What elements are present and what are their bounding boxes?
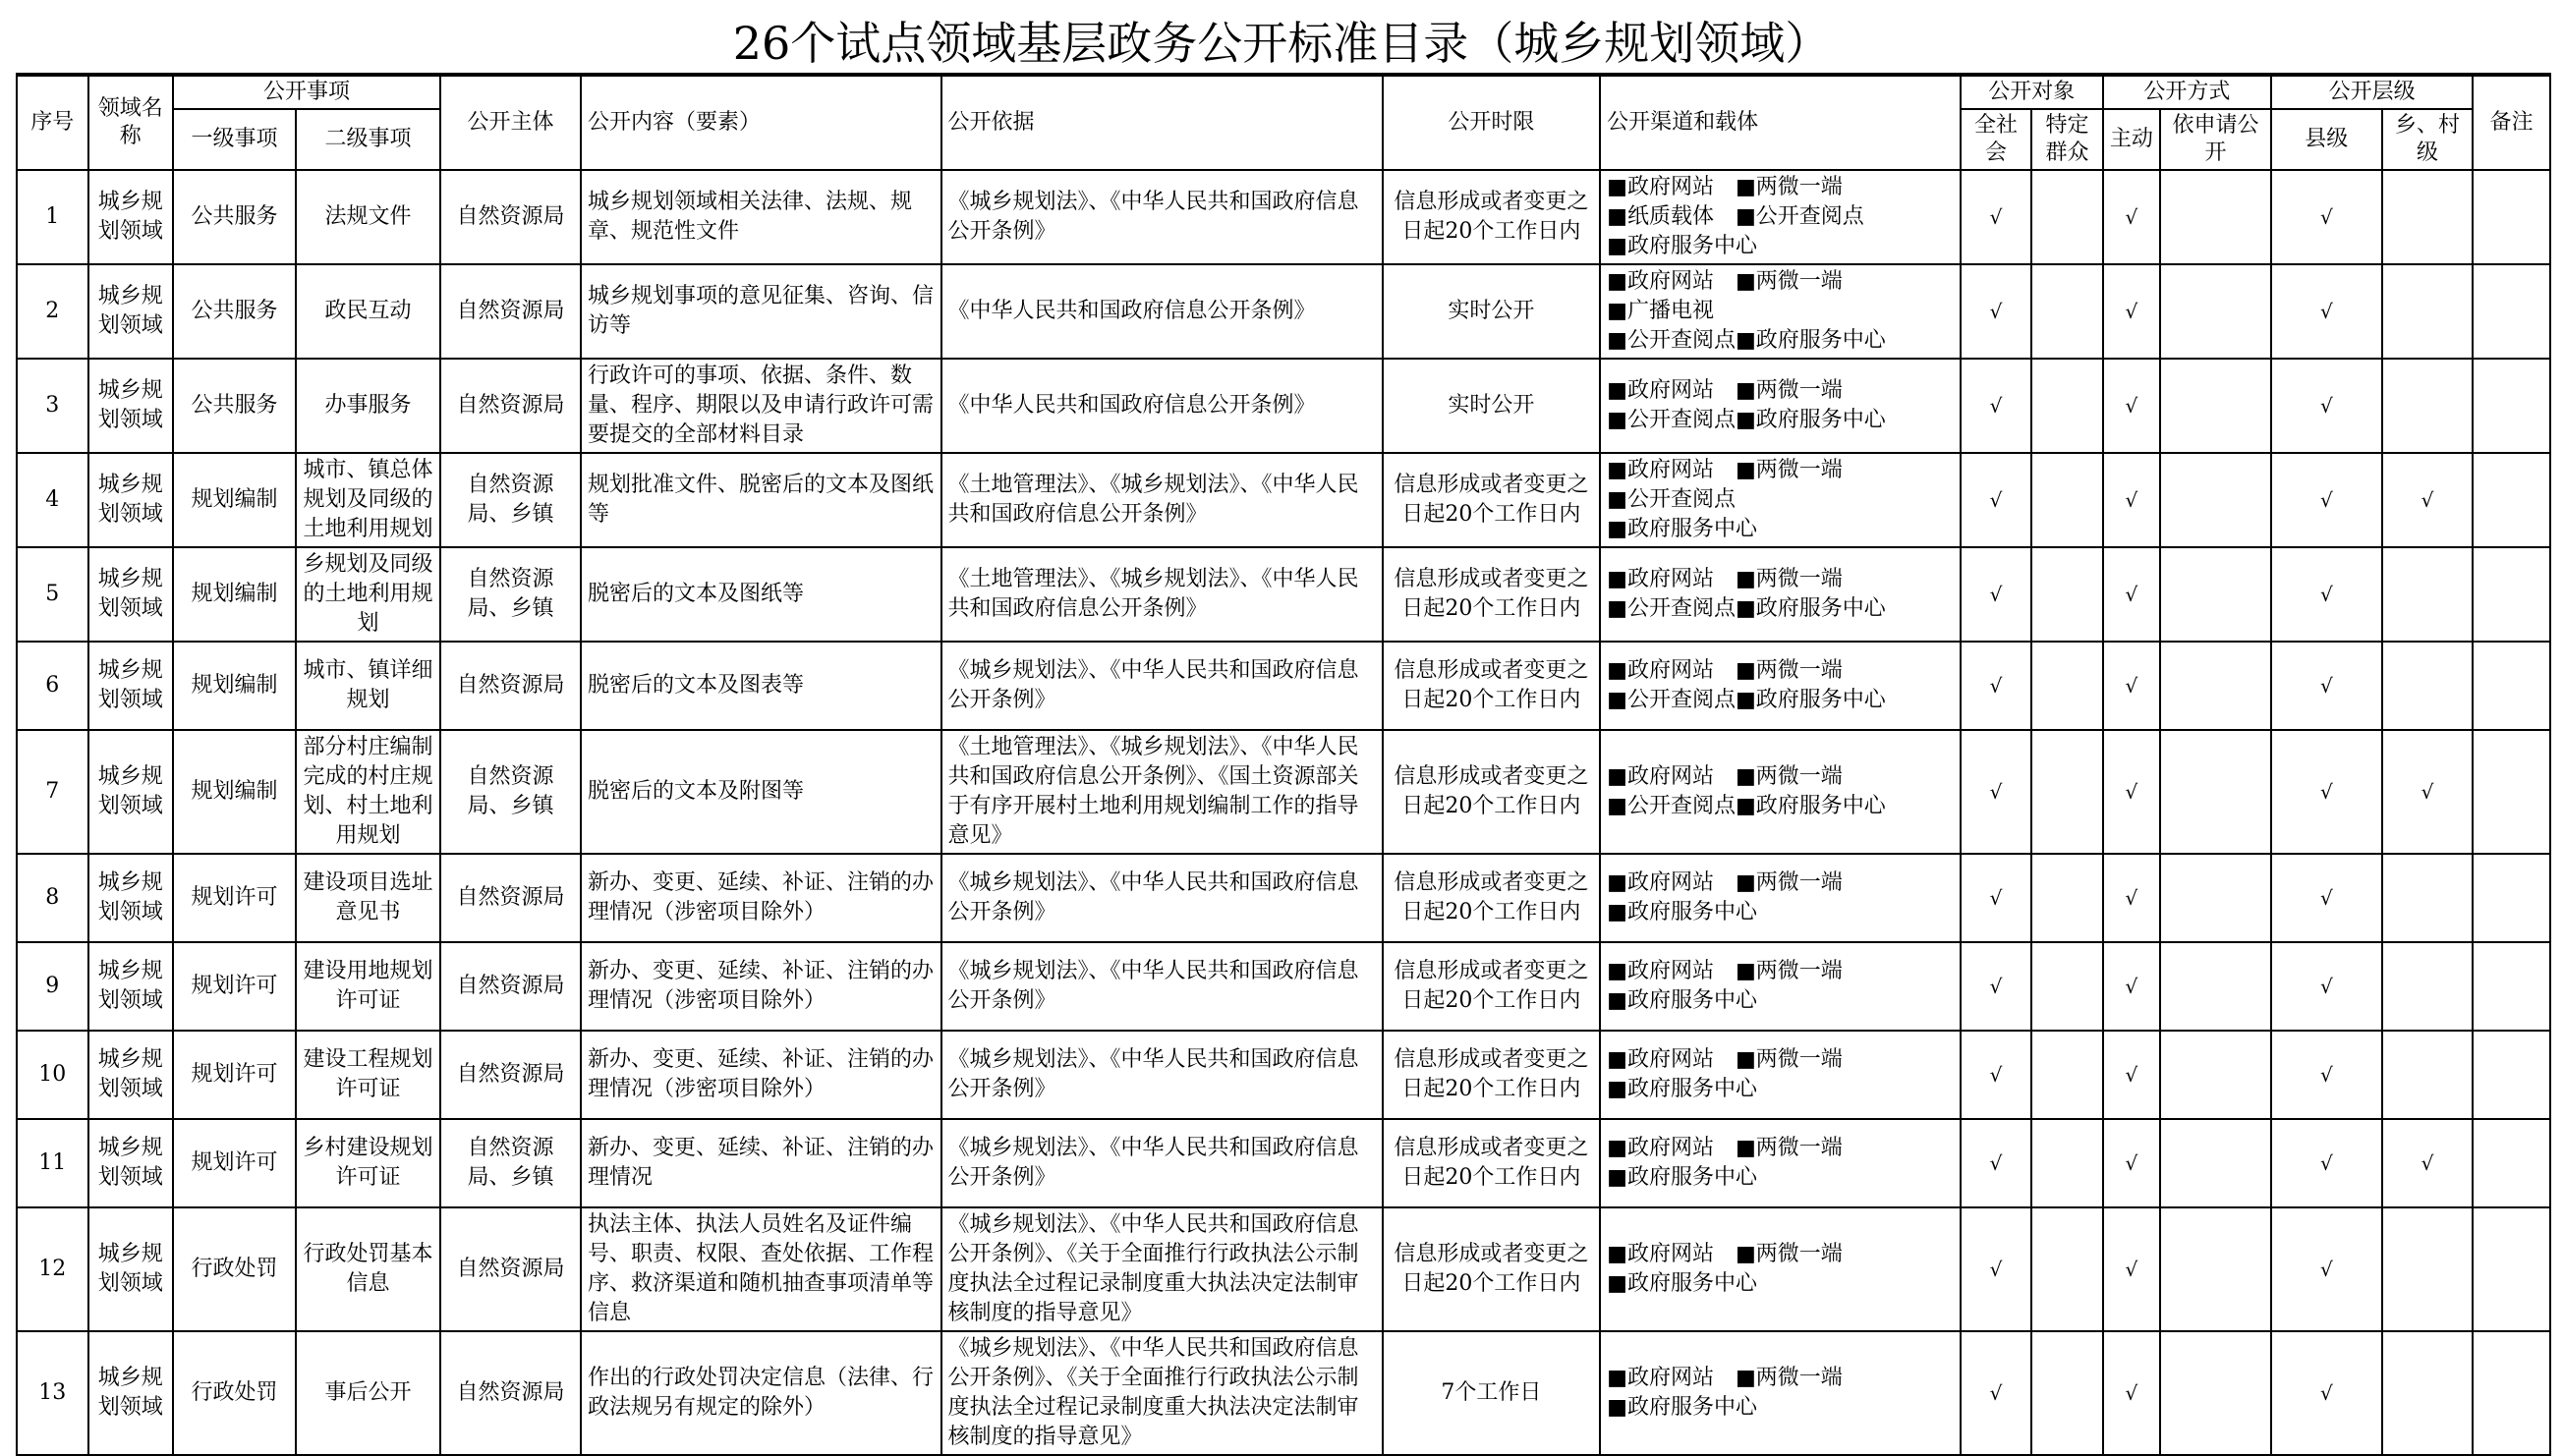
cell-content: 作出的行政处罚决定信息（法律、行政法规另有规定的除外） xyxy=(581,1331,941,1455)
cell-level-town xyxy=(2382,359,2474,453)
cell-subject: 自然资源局 xyxy=(440,1207,581,1331)
cell-content: 行政许可的事项、依据、条件、数量、程序、期限以及申请行政许可需要提交的全部材料目录 xyxy=(581,359,941,453)
table-row xyxy=(17,642,2550,730)
cell-time: 信息形成或者变更之日起20个工作日内 xyxy=(1383,642,1601,730)
cell-seq: 2 xyxy=(17,264,88,359)
cell-channel: ■政府网站 ■两微一端 ■公开查阅点 ■政府服务中心 xyxy=(1600,453,1961,547)
cell-level1: 规划编制 xyxy=(173,642,296,730)
cell-basis: 《城乡规划法》、《中华人民共和国政府信息公开条例》 xyxy=(941,1031,1383,1119)
header-subject: 公开主体 xyxy=(440,76,581,170)
cell-content: 城乡规划领域相关法律、法规、规章、规范性文件 xyxy=(581,170,941,264)
cell-level-town xyxy=(2382,1207,2474,1331)
cell-content: 新办、变更、延续、补证、注销的办理情况 xyxy=(581,1119,941,1207)
cell-method-active: √ xyxy=(2103,547,2160,642)
cell-level2: 事后公开 xyxy=(296,1331,440,1455)
cell-basis: 《城乡规划法》、《中华人民共和国政府信息公开条例》 xyxy=(941,170,1383,264)
cell-level-county: √ xyxy=(2271,730,2382,854)
cell-level-county: √ xyxy=(2271,359,2382,453)
cell-method-request xyxy=(2160,453,2271,547)
cell-level-county: √ xyxy=(2271,170,2382,264)
cell-level2: 乡村建设规划许可证 xyxy=(296,1119,440,1207)
cell-target-specific xyxy=(2031,453,2103,547)
header-time: 公开时限 xyxy=(1383,76,1601,170)
cell-target-specific xyxy=(2031,547,2103,642)
cell-channel: ■政府网站 ■两微一端 ■纸质载体 ■公开查阅点 ■政府服务中心 xyxy=(1600,170,1961,264)
cell-method-request xyxy=(2160,1031,2271,1119)
cell-method-request xyxy=(2160,359,2271,453)
cell-time: 信息形成或者变更之日起20个工作日内 xyxy=(1383,854,1601,942)
table-row xyxy=(17,547,2550,642)
cell-target-all: √ xyxy=(1961,1119,2032,1207)
cell-basis: 《城乡规划法》、《中华人民共和国政府信息公开条例》 xyxy=(941,1119,1383,1207)
cell-seq: 6 xyxy=(17,642,88,730)
cell-method-request xyxy=(2160,547,2271,642)
cell-basis: 《城乡规划法》、《中华人民共和国政府信息公开条例》 xyxy=(941,942,1383,1031)
cell-channel: ■政府网站 ■两微一端 ■政府服务中心 xyxy=(1600,1331,1961,1455)
cell-seq: 8 xyxy=(17,854,88,942)
cell-level-county: √ xyxy=(2271,642,2382,730)
cell-level-town xyxy=(2382,170,2474,264)
cell-seq: 4 xyxy=(17,453,88,547)
cell-domain: 城乡规划领域 xyxy=(88,854,174,942)
cell-target-all: √ xyxy=(1961,854,2032,942)
cell-target-all: √ xyxy=(1961,453,2032,547)
cell-time: 信息形成或者变更之日起20个工作日内 xyxy=(1383,170,1601,264)
cell-method-active: √ xyxy=(2103,730,2160,854)
header-method: 公开方式 xyxy=(2103,76,2271,109)
cell-subject: 自然资源局 xyxy=(440,170,581,264)
cell-content: 脱密后的文本及图表等 xyxy=(581,642,941,730)
cell-method-active: √ xyxy=(2103,264,2160,359)
cell-basis: 《城乡规划法》、《中华人民共和国政府信息公开条例》、《关于全面推行行政执法公示制度执法全过程记录制度重大执法决定法制审核制度的指导意见》 xyxy=(941,1207,1383,1331)
header-channel: 公开渠道和载体 xyxy=(1600,76,1961,170)
table-row xyxy=(17,854,2550,942)
cell-method-request xyxy=(2160,264,2271,359)
table-row xyxy=(17,170,2550,264)
cell-level2: 城市、镇详细规划 xyxy=(296,642,440,730)
header-method-active: 主动 xyxy=(2103,109,2160,170)
cell-level-town xyxy=(2382,854,2474,942)
header-level2: 二级事项 xyxy=(296,109,440,170)
cell-time: 信息形成或者变更之日起20个工作日内 xyxy=(1383,1207,1601,1331)
cell-level-town: √ xyxy=(2382,730,2474,854)
cell-seq: 12 xyxy=(17,1207,88,1331)
cell-content: 规划批准文件、脱密后的文本及图纸等 xyxy=(581,453,941,547)
cell-method-active: √ xyxy=(2103,854,2160,942)
cell-level1: 规划许可 xyxy=(173,854,296,942)
cell-method-active: √ xyxy=(2103,170,2160,264)
cell-method-active: √ xyxy=(2103,942,2160,1031)
table-row xyxy=(17,1119,2550,1207)
cell-remark xyxy=(2473,642,2550,730)
cell-basis: 《中华人民共和国政府信息公开条例》 xyxy=(941,264,1383,359)
page-title: 26个试点领域基层政务公开标准目录（城乡规划领域） xyxy=(732,17,1831,70)
cell-level-county: √ xyxy=(2271,1031,2382,1119)
cell-domain: 城乡规划领域 xyxy=(88,264,174,359)
cell-level-county: √ xyxy=(2271,1331,2382,1455)
cell-level-town xyxy=(2382,942,2474,1031)
table-row xyxy=(17,264,2550,359)
cell-method-request xyxy=(2160,1119,2271,1207)
header-level1: 一级事项 xyxy=(173,109,296,170)
cell-remark xyxy=(2473,1031,2550,1119)
cell-remark xyxy=(2473,1119,2550,1207)
cell-content: 脱密后的文本及附图等 xyxy=(581,730,941,854)
cell-method-request xyxy=(2160,730,2271,854)
cell-level-town: √ xyxy=(2382,453,2474,547)
cell-target-all: √ xyxy=(1961,170,2032,264)
cell-content: 脱密后的文本及图纸等 xyxy=(581,547,941,642)
cell-subject: 自然资源局 xyxy=(440,359,581,453)
table-row xyxy=(17,730,2550,854)
header-items: 公开事项 xyxy=(173,76,440,109)
cell-channel: ■政府网站 ■两微一端 ■公开查阅点■政府服务中心 xyxy=(1600,359,1961,453)
cell-method-active: √ xyxy=(2103,1331,2160,1455)
cell-channel: ■政府网站 ■两微一端 ■广播电视 ■公开查阅点■政府服务中心 xyxy=(1600,264,1961,359)
cell-level2: 城市、镇总体规划及同级的土地利用规划 xyxy=(296,453,440,547)
cell-basis: 《土地管理法》、《城乡规划法》、《中华人民共和国政府信息公开条例》、《国土资源部关于有序开展村土地利用规划编制工作的指导意见》 xyxy=(941,730,1383,854)
cell-method-request xyxy=(2160,1207,2271,1331)
cell-level1: 规划编制 xyxy=(173,547,296,642)
header-level-town: 乡、村级 xyxy=(2382,109,2474,170)
header-content: 公开内容（要素） xyxy=(581,76,941,170)
cell-domain: 城乡规划领域 xyxy=(88,453,174,547)
cell-target-specific xyxy=(2031,170,2103,264)
cell-subject: 自然资源局 xyxy=(440,1331,581,1455)
cell-channel: ■政府网站 ■两微一端 ■政府服务中心 xyxy=(1600,1031,1961,1119)
cell-channel: ■政府网站 ■两微一端 ■公开查阅点■政府服务中心 xyxy=(1600,642,1961,730)
catalog-table xyxy=(16,75,2551,1456)
cell-target-all: √ xyxy=(1961,642,2032,730)
cell-time: 信息形成或者变更之日起20个工作日内 xyxy=(1383,1119,1601,1207)
cell-method-active: √ xyxy=(2103,642,2160,730)
cell-remark xyxy=(2473,1207,2550,1331)
cell-remark xyxy=(2473,359,2550,453)
cell-seq: 10 xyxy=(17,1031,88,1119)
cell-target-specific xyxy=(2031,264,2103,359)
cell-level-county: √ xyxy=(2271,1119,2382,1207)
cell-target-specific xyxy=(2031,642,2103,730)
cell-remark xyxy=(2473,942,2550,1031)
cell-seq: 1 xyxy=(17,170,88,264)
cell-level1: 行政处罚 xyxy=(173,1207,296,1331)
cell-level1: 规划编制 xyxy=(173,730,296,854)
cell-remark xyxy=(2473,170,2550,264)
header-level: 公开层级 xyxy=(2271,76,2473,109)
cell-target-specific xyxy=(2031,942,2103,1031)
cell-target-all: √ xyxy=(1961,1031,2032,1119)
cell-content: 新办、变更、延续、补证、注销的办理情况（涉密项目除外） xyxy=(581,1031,941,1119)
cell-target-specific xyxy=(2031,1331,2103,1455)
cell-level1: 规划许可 xyxy=(173,942,296,1031)
cell-level2: 政民互动 xyxy=(296,264,440,359)
cell-method-active: √ xyxy=(2103,1031,2160,1119)
cell-target-all: √ xyxy=(1961,730,2032,854)
cell-seq: 5 xyxy=(17,547,88,642)
cell-level2: 乡规划及同级的土地利用规划 xyxy=(296,547,440,642)
cell-domain: 城乡规划领域 xyxy=(88,1331,174,1455)
cell-level-county: √ xyxy=(2271,547,2382,642)
table-row xyxy=(17,942,2550,1031)
cell-domain: 城乡规划领域 xyxy=(88,1207,174,1331)
table-body xyxy=(17,170,2550,1455)
cell-content: 新办、变更、延续、补证、注销的办理情况（涉密项目除外） xyxy=(581,854,941,942)
cell-target-specific xyxy=(2031,730,2103,854)
cell-time: 信息形成或者变更之日起20个工作日内 xyxy=(1383,547,1601,642)
cell-time: 信息形成或者变更之日起20个工作日内 xyxy=(1383,942,1601,1031)
cell-level2: 法规文件 xyxy=(296,170,440,264)
cell-level1: 公共服务 xyxy=(173,264,296,359)
cell-channel: ■政府网站 ■两微一端 ■政府服务中心 xyxy=(1600,1207,1961,1331)
cell-level-county: √ xyxy=(2271,1207,2382,1331)
cell-subject: 自然资源局 xyxy=(440,264,581,359)
cell-target-all: √ xyxy=(1961,359,2032,453)
header-remark: 备注 xyxy=(2473,76,2550,170)
cell-time: 信息形成或者变更之日起20个工作日内 xyxy=(1383,1031,1601,1119)
table-row xyxy=(17,453,2550,547)
cell-seq: 13 xyxy=(17,1331,88,1455)
header-target-specific: 特定群众 xyxy=(2031,109,2103,170)
cell-subject: 自然资源局、乡镇 xyxy=(440,547,581,642)
cell-level-town xyxy=(2382,642,2474,730)
cell-method-request xyxy=(2160,854,2271,942)
cell-method-request xyxy=(2160,170,2271,264)
cell-subject: 自然资源局 xyxy=(440,1031,581,1119)
header-basis: 公开依据 xyxy=(941,76,1383,170)
cell-method-active: √ xyxy=(2103,453,2160,547)
cell-target-all: √ xyxy=(1961,1331,2032,1455)
cell-level-town xyxy=(2382,264,2474,359)
table-row xyxy=(17,1331,2550,1455)
cell-level-county: √ xyxy=(2271,854,2382,942)
table-row xyxy=(17,359,2550,453)
header-method-request: 依申请公开 xyxy=(2160,109,2271,170)
cell-content: 城乡规划事项的意见征集、咨询、信访等 xyxy=(581,264,941,359)
cell-method-active: √ xyxy=(2103,1119,2160,1207)
cell-domain: 城乡规划领域 xyxy=(88,547,174,642)
header-target-all: 全社会 xyxy=(1961,109,2032,170)
cell-method-active: √ xyxy=(2103,359,2160,453)
cell-target-specific xyxy=(2031,1207,2103,1331)
cell-level2: 建设用地规划许可证 xyxy=(296,942,440,1031)
cell-basis: 《土地管理法》、《城乡规划法》、《中华人民共和国政府信息公开条例》 xyxy=(941,547,1383,642)
cell-seq: 7 xyxy=(17,730,88,854)
cell-level-town xyxy=(2382,1031,2474,1119)
cell-seq: 3 xyxy=(17,359,88,453)
cell-level2: 办事服务 xyxy=(296,359,440,453)
cell-target-all: √ xyxy=(1961,942,2032,1031)
cell-level1: 规划许可 xyxy=(173,1119,296,1207)
cell-level1: 规划编制 xyxy=(173,453,296,547)
cell-content: 新办、变更、延续、补证、注销的办理情况（涉密项目除外） xyxy=(581,942,941,1031)
cell-level2: 建设项目选址意见书 xyxy=(296,854,440,942)
cell-level2: 行政处罚基本信息 xyxy=(296,1207,440,1331)
cell-remark xyxy=(2473,854,2550,942)
cell-subject: 自然资源局、乡镇 xyxy=(440,453,581,547)
cell-domain: 城乡规划领域 xyxy=(88,1031,174,1119)
cell-target-all: √ xyxy=(1961,1207,2032,1331)
header-seq: 序号 xyxy=(17,76,88,170)
cell-basis: 《城乡规划法》、《中华人民共和国政府信息公开条例》 xyxy=(941,854,1383,942)
cell-basis: 《中华人民共和国政府信息公开条例》 xyxy=(941,359,1383,453)
cell-channel: ■政府网站 ■两微一端 ■政府服务中心 xyxy=(1600,1119,1961,1207)
cell-subject: 自然资源局 xyxy=(440,854,581,942)
header-target: 公开对象 xyxy=(1961,76,2103,109)
cell-level1: 行政处罚 xyxy=(173,1331,296,1455)
cell-domain: 城乡规划领域 xyxy=(88,1119,174,1207)
cell-subject: 自然资源局 xyxy=(440,642,581,730)
cell-level-county: √ xyxy=(2271,264,2382,359)
cell-level2: 部分村庄编制完成的村庄规划、村土地利用规划 xyxy=(296,730,440,854)
cell-level1: 规划许可 xyxy=(173,1031,296,1119)
cell-level1: 公共服务 xyxy=(173,170,296,264)
cell-remark xyxy=(2473,1331,2550,1455)
cell-target-specific xyxy=(2031,1119,2103,1207)
cell-target-all: √ xyxy=(1961,547,2032,642)
cell-level-town xyxy=(2382,547,2474,642)
cell-domain: 城乡规划领域 xyxy=(88,642,174,730)
cell-domain: 城乡规划领域 xyxy=(88,730,174,854)
cell-basis: 《城乡规划法》、《中华人民共和国政府信息公开条例》 xyxy=(941,642,1383,730)
cell-level1: 公共服务 xyxy=(173,359,296,453)
cell-level-county: √ xyxy=(2271,942,2382,1031)
table-header xyxy=(17,76,2550,170)
cell-channel: ■政府网站 ■两微一端 ■政府服务中心 xyxy=(1600,942,1961,1031)
header-domain: 领域名称 xyxy=(88,76,174,170)
header-level-county: 县级 xyxy=(2271,109,2382,170)
cell-method-request xyxy=(2160,942,2271,1031)
table-row xyxy=(17,1031,2550,1119)
cell-channel: ■政府网站 ■两微一端 ■公开查阅点■政府服务中心 xyxy=(1600,730,1961,854)
cell-time: 信息形成或者变更之日起20个工作日内 xyxy=(1383,730,1601,854)
cell-basis: 《土地管理法》、《城乡规划法》、《中华人民共和国政府信息公开条例》 xyxy=(941,453,1383,547)
cell-level-town: √ xyxy=(2382,1119,2474,1207)
cell-method-request xyxy=(2160,1331,2271,1455)
cell-remark xyxy=(2473,264,2550,359)
cell-channel: ■政府网站 ■两微一端 ■政府服务中心 xyxy=(1600,854,1961,942)
cell-method-active: √ xyxy=(2103,1207,2160,1331)
cell-time: 实时公开 xyxy=(1383,359,1601,453)
cell-target-all: √ xyxy=(1961,264,2032,359)
cell-remark xyxy=(2473,547,2550,642)
cell-target-specific xyxy=(2031,359,2103,453)
cell-content: 执法主体、执法人员姓名及证件编号、职责、权限、查处依据、工作程序、救济渠道和随机抽查事项清单等信息 xyxy=(581,1207,941,1331)
cell-domain: 城乡规划领域 xyxy=(88,359,174,453)
cell-time: 7个工作日 xyxy=(1383,1331,1601,1455)
cell-method-request xyxy=(2160,642,2271,730)
cell-target-specific xyxy=(2031,1031,2103,1119)
cell-basis: 《城乡规划法》、《中华人民共和国政府信息公开条例》、《关于全面推行行政执法公示制度执法全过程记录制度重大执法决定法制审核制度的指导意见》 xyxy=(941,1331,1383,1455)
cell-channel: ■政府网站 ■两微一端 ■公开查阅点■政府服务中心 xyxy=(1600,547,1961,642)
cell-remark xyxy=(2473,453,2550,547)
cell-time: 信息形成或者变更之日起20个工作日内 xyxy=(1383,453,1601,547)
cell-subject: 自然资源局 xyxy=(440,942,581,1031)
table-row xyxy=(17,1207,2550,1331)
cell-time: 实时公开 xyxy=(1383,264,1601,359)
cell-target-specific xyxy=(2031,854,2103,942)
cell-remark xyxy=(2473,730,2550,854)
cell-domain: 城乡规划领域 xyxy=(88,170,174,264)
cell-level-county: √ xyxy=(2271,453,2382,547)
cell-level2: 建设工程规划许可证 xyxy=(296,1031,440,1119)
cell-seq: 11 xyxy=(17,1119,88,1207)
cell-domain: 城乡规划领域 xyxy=(88,942,174,1031)
cell-subject: 自然资源局、乡镇 xyxy=(440,1119,581,1207)
cell-seq: 9 xyxy=(17,942,88,1031)
cell-subject: 自然资源局、乡镇 xyxy=(440,730,581,854)
cell-level-town xyxy=(2382,1331,2474,1455)
